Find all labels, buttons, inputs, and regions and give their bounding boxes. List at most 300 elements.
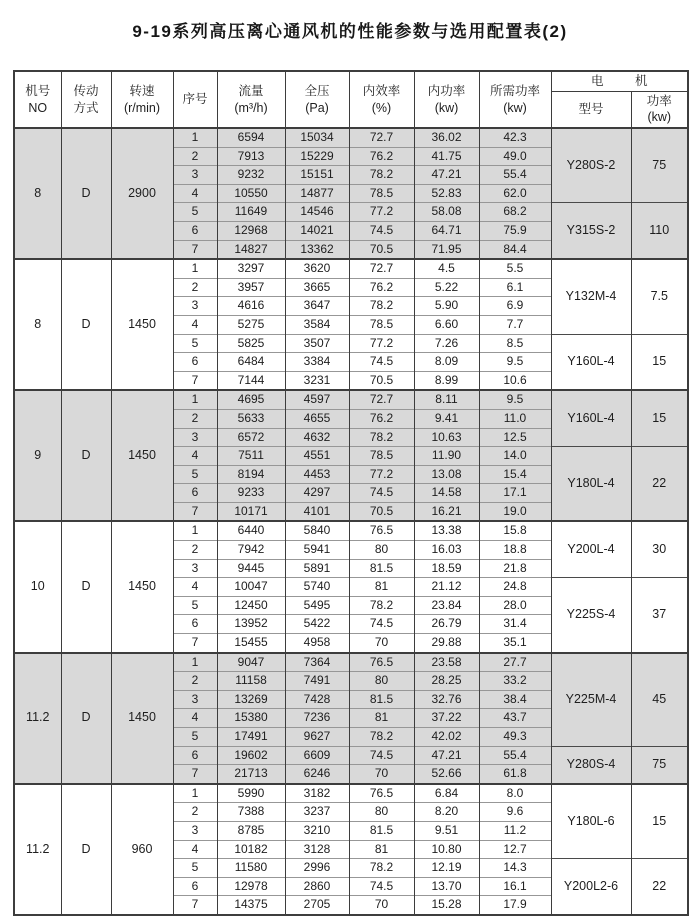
col-header-inner-power-line2: (kw) bbox=[434, 100, 459, 115]
col-header-inner-power-line1: 内功率 bbox=[427, 84, 466, 99]
cell-inner-power: 32.76 bbox=[414, 690, 479, 709]
cell-motor-model: Y280S-4 bbox=[551, 746, 631, 784]
cell-required-power: 15.4 bbox=[479, 465, 551, 484]
cell-required-power: 11.0 bbox=[479, 409, 551, 428]
cell-seq: 3 bbox=[173, 166, 217, 185]
cell-seq: 3 bbox=[173, 559, 217, 578]
cell-flow: 15455 bbox=[217, 634, 285, 653]
col-header-speed-line2: (r/min) bbox=[123, 100, 161, 115]
cell-speed: 1450 bbox=[111, 521, 173, 652]
cell-seq: 6 bbox=[173, 615, 217, 634]
cell-inner-power: 13.38 bbox=[414, 521, 479, 540]
cell-required-power: 9.6 bbox=[479, 803, 551, 822]
cell-seq: 3 bbox=[173, 690, 217, 709]
cell-efficiency: 70 bbox=[349, 765, 414, 784]
cell-pressure: 4655 bbox=[285, 409, 349, 428]
cell-flow: 13952 bbox=[217, 615, 285, 634]
cell-efficiency: 72.7 bbox=[349, 259, 414, 278]
cell-pressure: 5740 bbox=[285, 578, 349, 597]
cell-pressure: 6609 bbox=[285, 746, 349, 765]
cell-inner-power: 7.26 bbox=[414, 334, 479, 353]
cell-required-power: 68.2 bbox=[479, 203, 551, 222]
cell-required-power: 31.4 bbox=[479, 615, 551, 634]
cell-flow: 9232 bbox=[217, 166, 285, 185]
cell-pressure: 9627 bbox=[285, 728, 349, 747]
cell-pressure: 3584 bbox=[285, 315, 349, 334]
cell-inner-power: 21.12 bbox=[414, 578, 479, 597]
cell-inner-power: 8.99 bbox=[414, 371, 479, 390]
cell-inner-power: 14.58 bbox=[414, 484, 479, 503]
cell-pressure: 3128 bbox=[285, 840, 349, 859]
col-header-fan-no-line2: NO bbox=[28, 100, 48, 115]
cell-seq: 1 bbox=[173, 784, 217, 803]
col-header-efficiency bbox=[349, 71, 414, 128]
cell-required-power: 33.2 bbox=[479, 672, 551, 691]
cell-inner-power: 5.90 bbox=[414, 297, 479, 316]
cell-pressure: 3665 bbox=[285, 278, 349, 297]
cell-seq: 2 bbox=[173, 278, 217, 297]
cell-fan-no: 8 bbox=[14, 259, 61, 390]
cell-efficiency: 76.5 bbox=[349, 653, 414, 672]
col-header-motor-power-line1: 功率 bbox=[646, 94, 672, 108]
cell-flow: 7913 bbox=[217, 147, 285, 166]
cell-flow: 12968 bbox=[217, 221, 285, 240]
cell-required-power: 11.2 bbox=[479, 821, 551, 840]
cell-efficiency: 76.5 bbox=[349, 521, 414, 540]
cell-motor-power: 110 bbox=[631, 203, 688, 259]
cell-seq: 7 bbox=[173, 896, 217, 915]
cell-pressure: 6246 bbox=[285, 765, 349, 784]
cell-pressure: 2996 bbox=[285, 859, 349, 878]
cell-inner-power: 15.28 bbox=[414, 896, 479, 915]
cell-pressure: 14021 bbox=[285, 221, 349, 240]
cell-required-power: 28.0 bbox=[479, 596, 551, 615]
cell-efficiency: 78.5 bbox=[349, 447, 414, 466]
cell-motor-model: Y225M-4 bbox=[551, 653, 631, 746]
cell-required-power: 24.8 bbox=[479, 578, 551, 597]
cell-seq: 5 bbox=[173, 465, 217, 484]
col-header-efficiency-line2: (%) bbox=[371, 100, 392, 115]
cell-pressure: 4958 bbox=[285, 634, 349, 653]
cell-efficiency: 74.5 bbox=[349, 484, 414, 503]
cell-efficiency: 74.5 bbox=[349, 615, 414, 634]
cell-flow: 7942 bbox=[217, 541, 285, 560]
cell-pressure: 13362 bbox=[285, 240, 349, 259]
cell-flow: 12450 bbox=[217, 596, 285, 615]
cell-flow: 11580 bbox=[217, 859, 285, 878]
cell-seq: 7 bbox=[173, 765, 217, 784]
cell-efficiency: 81.5 bbox=[349, 690, 414, 709]
cell-pressure: 3620 bbox=[285, 259, 349, 278]
cell-required-power: 7.7 bbox=[479, 315, 551, 334]
cell-motor-power: 37 bbox=[631, 578, 688, 653]
cell-speed: 1450 bbox=[111, 653, 173, 784]
cell-inner-power: 5.22 bbox=[414, 278, 479, 297]
cell-fan-no: 10 bbox=[14, 521, 61, 652]
cell-pressure: 7491 bbox=[285, 672, 349, 691]
cell-inner-power: 18.59 bbox=[414, 559, 479, 578]
cell-required-power: 27.7 bbox=[479, 653, 551, 672]
col-header-speed-line1: 转速 bbox=[129, 84, 155, 99]
cell-required-power: 61.8 bbox=[479, 765, 551, 784]
table-row bbox=[14, 653, 688, 672]
cell-seq: 4 bbox=[173, 840, 217, 859]
cell-inner-power: 10.80 bbox=[414, 840, 479, 859]
cell-fan-no: 11.2 bbox=[14, 653, 61, 784]
cell-efficiency: 77.2 bbox=[349, 334, 414, 353]
cell-required-power: 14.0 bbox=[479, 447, 551, 466]
cell-inner-power: 71.95 bbox=[414, 240, 479, 259]
cell-motor-power: 22 bbox=[631, 859, 688, 915]
table-row bbox=[14, 521, 688, 540]
cell-inner-power: 64.71 bbox=[414, 221, 479, 240]
cell-motor-model: Y280S-2 bbox=[551, 128, 631, 203]
cell-seq: 4 bbox=[173, 315, 217, 334]
cell-flow: 4695 bbox=[217, 390, 285, 409]
cell-motor-model: Y180L-4 bbox=[551, 447, 631, 522]
table-row bbox=[14, 390, 688, 409]
cell-fan-no: 9 bbox=[14, 390, 61, 521]
cell-motor-model: Y160L-4 bbox=[551, 334, 631, 390]
cell-seq: 1 bbox=[173, 653, 217, 672]
col-header-drive-line2: 方式 bbox=[73, 100, 99, 115]
cell-efficiency: 80 bbox=[349, 672, 414, 691]
cell-efficiency: 76.5 bbox=[349, 784, 414, 803]
cell-required-power: 21.8 bbox=[479, 559, 551, 578]
cell-drive-mode: D bbox=[61, 390, 111, 521]
cell-flow: 14827 bbox=[217, 240, 285, 259]
cell-flow: 6572 bbox=[217, 428, 285, 447]
cell-seq: 2 bbox=[173, 803, 217, 822]
cell-flow: 11158 bbox=[217, 672, 285, 691]
cell-seq: 3 bbox=[173, 821, 217, 840]
cell-pressure: 4297 bbox=[285, 484, 349, 503]
cell-required-power: 75.9 bbox=[479, 221, 551, 240]
cell-required-power: 43.7 bbox=[479, 709, 551, 728]
cell-seq: 7 bbox=[173, 634, 217, 653]
col-header-motor-power bbox=[631, 91, 688, 128]
col-header-required-power-line2: (kw) bbox=[503, 100, 527, 115]
cell-inner-power: 28.25 bbox=[414, 672, 479, 691]
cell-motor-model: Y180L-6 bbox=[551, 784, 631, 859]
cell-inner-power: 36.02 bbox=[414, 128, 479, 147]
cell-seq: 6 bbox=[173, 353, 217, 372]
cell-efficiency: 70.5 bbox=[349, 240, 414, 259]
cell-flow: 21713 bbox=[217, 765, 285, 784]
col-header-drive-line1: 传动 bbox=[73, 84, 99, 99]
cell-motor-power: 75 bbox=[631, 746, 688, 784]
cell-flow: 8785 bbox=[217, 821, 285, 840]
cell-required-power: 84.4 bbox=[479, 240, 551, 259]
cell-pressure: 7364 bbox=[285, 653, 349, 672]
cell-efficiency: 72.7 bbox=[349, 128, 414, 147]
cell-motor-power: 45 bbox=[631, 653, 688, 746]
col-header-pressure-line2: (Pa) bbox=[305, 100, 329, 115]
cell-inner-power: 9.51 bbox=[414, 821, 479, 840]
cell-drive-mode: D bbox=[61, 128, 111, 259]
cell-motor-power: 22 bbox=[631, 447, 688, 522]
col-header-speed bbox=[111, 71, 173, 128]
cell-motor-power: 15 bbox=[631, 784, 688, 859]
cell-required-power: 5.5 bbox=[479, 259, 551, 278]
cell-inner-power: 58.08 bbox=[414, 203, 479, 222]
cell-pressure: 5840 bbox=[285, 521, 349, 540]
cell-flow: 9445 bbox=[217, 559, 285, 578]
cell-required-power: 12.5 bbox=[479, 428, 551, 447]
cell-required-power: 42.3 bbox=[479, 128, 551, 147]
cell-motor-model: Y160L-4 bbox=[551, 390, 631, 446]
cell-efficiency: 80 bbox=[349, 541, 414, 560]
cell-required-power: 49.3 bbox=[479, 728, 551, 747]
cell-seq: 1 bbox=[173, 521, 217, 540]
cell-fan-no: 8 bbox=[14, 128, 61, 259]
cell-flow: 9047 bbox=[217, 653, 285, 672]
cell-inner-power: 16.03 bbox=[414, 541, 479, 560]
cell-seq: 6 bbox=[173, 746, 217, 765]
cell-pressure: 7236 bbox=[285, 709, 349, 728]
cell-efficiency: 70.5 bbox=[349, 371, 414, 390]
cell-speed: 1450 bbox=[111, 390, 173, 521]
cell-inner-power: 37.22 bbox=[414, 709, 479, 728]
cell-required-power: 14.3 bbox=[479, 859, 551, 878]
cell-pressure: 15229 bbox=[285, 147, 349, 166]
cell-efficiency: 74.5 bbox=[349, 353, 414, 372]
cell-motor-power: 15 bbox=[631, 390, 688, 446]
cell-pressure: 3384 bbox=[285, 353, 349, 372]
cell-efficiency: 81.5 bbox=[349, 559, 414, 578]
cell-required-power: 6.1 bbox=[479, 278, 551, 297]
cell-pressure: 3231 bbox=[285, 371, 349, 390]
cell-required-power: 16.1 bbox=[479, 877, 551, 896]
col-header-flow-line2: (m³/h) bbox=[234, 100, 268, 115]
cell-seq: 2 bbox=[173, 541, 217, 560]
cell-motor-model: Y225S-4 bbox=[551, 578, 631, 653]
cell-seq: 5 bbox=[173, 728, 217, 747]
cell-pressure: 3182 bbox=[285, 784, 349, 803]
cell-seq: 6 bbox=[173, 221, 217, 240]
cell-required-power: 17.9 bbox=[479, 896, 551, 915]
cell-seq: 5 bbox=[173, 596, 217, 615]
cell-required-power: 55.4 bbox=[479, 166, 551, 185]
cell-efficiency: 81.5 bbox=[349, 821, 414, 840]
cell-required-power: 55.4 bbox=[479, 746, 551, 765]
cell-inner-power: 13.70 bbox=[414, 877, 479, 896]
cell-seq: 6 bbox=[173, 877, 217, 896]
cell-pressure: 5495 bbox=[285, 596, 349, 615]
cell-flow: 7511 bbox=[217, 447, 285, 466]
cell-required-power: 12.7 bbox=[479, 840, 551, 859]
col-header-fan-no bbox=[14, 71, 61, 128]
cell-inner-power: 47.21 bbox=[414, 746, 479, 765]
cell-required-power: 62.0 bbox=[479, 184, 551, 203]
cell-seq: 1 bbox=[173, 259, 217, 278]
cell-flow: 11649 bbox=[217, 203, 285, 222]
cell-flow: 5275 bbox=[217, 315, 285, 334]
cell-efficiency: 70 bbox=[349, 634, 414, 653]
col-header-efficiency-line1: 内效率 bbox=[362, 84, 401, 99]
cell-pressure: 4632 bbox=[285, 428, 349, 447]
cell-efficiency: 78.2 bbox=[349, 596, 414, 615]
cell-drive-mode: D bbox=[61, 653, 111, 784]
cell-pressure: 5891 bbox=[285, 559, 349, 578]
cell-seq: 7 bbox=[173, 502, 217, 521]
cell-efficiency: 76.2 bbox=[349, 278, 414, 297]
cell-seq: 4 bbox=[173, 709, 217, 728]
cell-seq: 4 bbox=[173, 184, 217, 203]
cell-efficiency: 80 bbox=[349, 803, 414, 822]
cell-required-power: 8.0 bbox=[479, 784, 551, 803]
cell-flow: 6594 bbox=[217, 128, 285, 147]
cell-fan-no: 11.2 bbox=[14, 784, 61, 915]
cell-speed: 1450 bbox=[111, 259, 173, 390]
col-header-motor-model: 型号 bbox=[551, 91, 631, 128]
cell-flow: 5990 bbox=[217, 784, 285, 803]
cell-pressure: 5941 bbox=[285, 541, 349, 560]
cell-flow: 19602 bbox=[217, 746, 285, 765]
cell-efficiency: 77.2 bbox=[349, 465, 414, 484]
cell-flow: 5633 bbox=[217, 409, 285, 428]
cell-flow: 9233 bbox=[217, 484, 285, 503]
cell-efficiency: 70.5 bbox=[349, 502, 414, 521]
cell-inner-power: 29.88 bbox=[414, 634, 479, 653]
cell-efficiency: 78.2 bbox=[349, 728, 414, 747]
cell-motor-power: 75 bbox=[631, 128, 688, 203]
cell-pressure: 15151 bbox=[285, 166, 349, 185]
cell-required-power: 15.8 bbox=[479, 521, 551, 540]
cell-flow: 7144 bbox=[217, 371, 285, 390]
col-header-motor-power-line2: (kw) bbox=[647, 110, 672, 125]
cell-flow: 10550 bbox=[217, 184, 285, 203]
cell-inner-power: 16.21 bbox=[414, 502, 479, 521]
cell-drive-mode: D bbox=[61, 784, 111, 915]
cell-drive-mode: D bbox=[61, 521, 111, 652]
cell-required-power: 6.9 bbox=[479, 297, 551, 316]
cell-seq: 1 bbox=[173, 128, 217, 147]
cell-inner-power: 13.08 bbox=[414, 465, 479, 484]
cell-motor-model: Y132M-4 bbox=[551, 259, 631, 334]
cell-pressure: 4597 bbox=[285, 390, 349, 409]
cell-inner-power: 23.84 bbox=[414, 596, 479, 615]
cell-inner-power: 11.90 bbox=[414, 447, 479, 466]
cell-efficiency: 74.5 bbox=[349, 221, 414, 240]
cell-flow: 6484 bbox=[217, 353, 285, 372]
cell-required-power: 38.4 bbox=[479, 690, 551, 709]
table-body bbox=[14, 128, 688, 915]
cell-inner-power: 8.11 bbox=[414, 390, 479, 409]
cell-required-power: 17.1 bbox=[479, 484, 551, 503]
cell-inner-power: 10.63 bbox=[414, 428, 479, 447]
cell-pressure: 4453 bbox=[285, 465, 349, 484]
col-header-seq bbox=[173, 71, 217, 128]
cell-efficiency: 74.5 bbox=[349, 746, 414, 765]
cell-inner-power: 23.58 bbox=[414, 653, 479, 672]
cell-seq: 4 bbox=[173, 447, 217, 466]
cell-required-power: 49.0 bbox=[479, 147, 551, 166]
cell-flow: 8194 bbox=[217, 465, 285, 484]
cell-seq: 3 bbox=[173, 428, 217, 447]
cell-efficiency: 78.5 bbox=[349, 184, 414, 203]
cell-efficiency: 74.5 bbox=[349, 877, 414, 896]
table-row bbox=[14, 128, 688, 147]
cell-pressure: 2705 bbox=[285, 896, 349, 915]
cell-motor-model: Y200L2-6 bbox=[551, 859, 631, 915]
cell-efficiency: 81 bbox=[349, 840, 414, 859]
cell-efficiency: 76.2 bbox=[349, 409, 414, 428]
cell-inner-power: 52.66 bbox=[414, 765, 479, 784]
col-header-seq-label: 序号 bbox=[182, 92, 208, 107]
cell-motor-power: 30 bbox=[631, 521, 688, 577]
cell-seq: 7 bbox=[173, 371, 217, 390]
cell-flow: 10171 bbox=[217, 502, 285, 521]
col-header-inner-power bbox=[414, 71, 479, 128]
cell-seq: 1 bbox=[173, 390, 217, 409]
cell-inner-power: 47.21 bbox=[414, 166, 479, 185]
cell-flow: 3297 bbox=[217, 259, 285, 278]
col-header-drive bbox=[61, 71, 111, 128]
cell-efficiency: 70 bbox=[349, 896, 414, 915]
cell-pressure: 3210 bbox=[285, 821, 349, 840]
cell-required-power: 9.5 bbox=[479, 353, 551, 372]
fan-spec-table bbox=[13, 70, 689, 916]
cell-pressure: 5422 bbox=[285, 615, 349, 634]
cell-flow: 17491 bbox=[217, 728, 285, 747]
cell-inner-power: 6.60 bbox=[414, 315, 479, 334]
cell-seq: 5 bbox=[173, 859, 217, 878]
cell-seq: 5 bbox=[173, 334, 217, 353]
cell-pressure: 3647 bbox=[285, 297, 349, 316]
cell-seq: 5 bbox=[173, 203, 217, 222]
cell-inner-power: 26.79 bbox=[414, 615, 479, 634]
cell-efficiency: 78.2 bbox=[349, 428, 414, 447]
cell-pressure: 14877 bbox=[285, 184, 349, 203]
cell-pressure: 15034 bbox=[285, 128, 349, 147]
col-header-flow bbox=[217, 71, 285, 128]
cell-flow: 3957 bbox=[217, 278, 285, 297]
cell-seq: 2 bbox=[173, 147, 217, 166]
cell-inner-power: 8.09 bbox=[414, 353, 479, 372]
table-row bbox=[14, 259, 688, 278]
cell-flow: 12978 bbox=[217, 877, 285, 896]
cell-required-power: 8.5 bbox=[479, 334, 551, 353]
cell-required-power: 10.6 bbox=[479, 371, 551, 390]
cell-flow: 6440 bbox=[217, 521, 285, 540]
col-header-required-power-line1: 所需功率 bbox=[489, 84, 540, 99]
cell-required-power: 18.8 bbox=[479, 541, 551, 560]
cell-flow: 13269 bbox=[217, 690, 285, 709]
cell-inner-power: 42.02 bbox=[414, 728, 479, 747]
cell-inner-power: 9.41 bbox=[414, 409, 479, 428]
cell-motor-power: 15 bbox=[631, 334, 688, 390]
cell-efficiency: 78.5 bbox=[349, 315, 414, 334]
cell-motor-power: 7.5 bbox=[631, 259, 688, 334]
col-header-pressure bbox=[285, 71, 349, 128]
cell-seq: 3 bbox=[173, 297, 217, 316]
cell-flow: 15380 bbox=[217, 709, 285, 728]
cell-required-power: 19.0 bbox=[479, 502, 551, 521]
cell-speed: 2900 bbox=[111, 128, 173, 259]
cell-required-power: 9.5 bbox=[479, 390, 551, 409]
table-header bbox=[14, 71, 688, 128]
cell-motor-model: Y315S-2 bbox=[551, 203, 631, 259]
cell-pressure: 7428 bbox=[285, 690, 349, 709]
cell-inner-power: 41.75 bbox=[414, 147, 479, 166]
cell-efficiency: 72.7 bbox=[349, 390, 414, 409]
cell-seq: 2 bbox=[173, 409, 217, 428]
cell-drive-mode: D bbox=[61, 259, 111, 390]
cell-required-power: 35.1 bbox=[479, 634, 551, 653]
cell-seq: 6 bbox=[173, 484, 217, 503]
cell-inner-power: 12.19 bbox=[414, 859, 479, 878]
